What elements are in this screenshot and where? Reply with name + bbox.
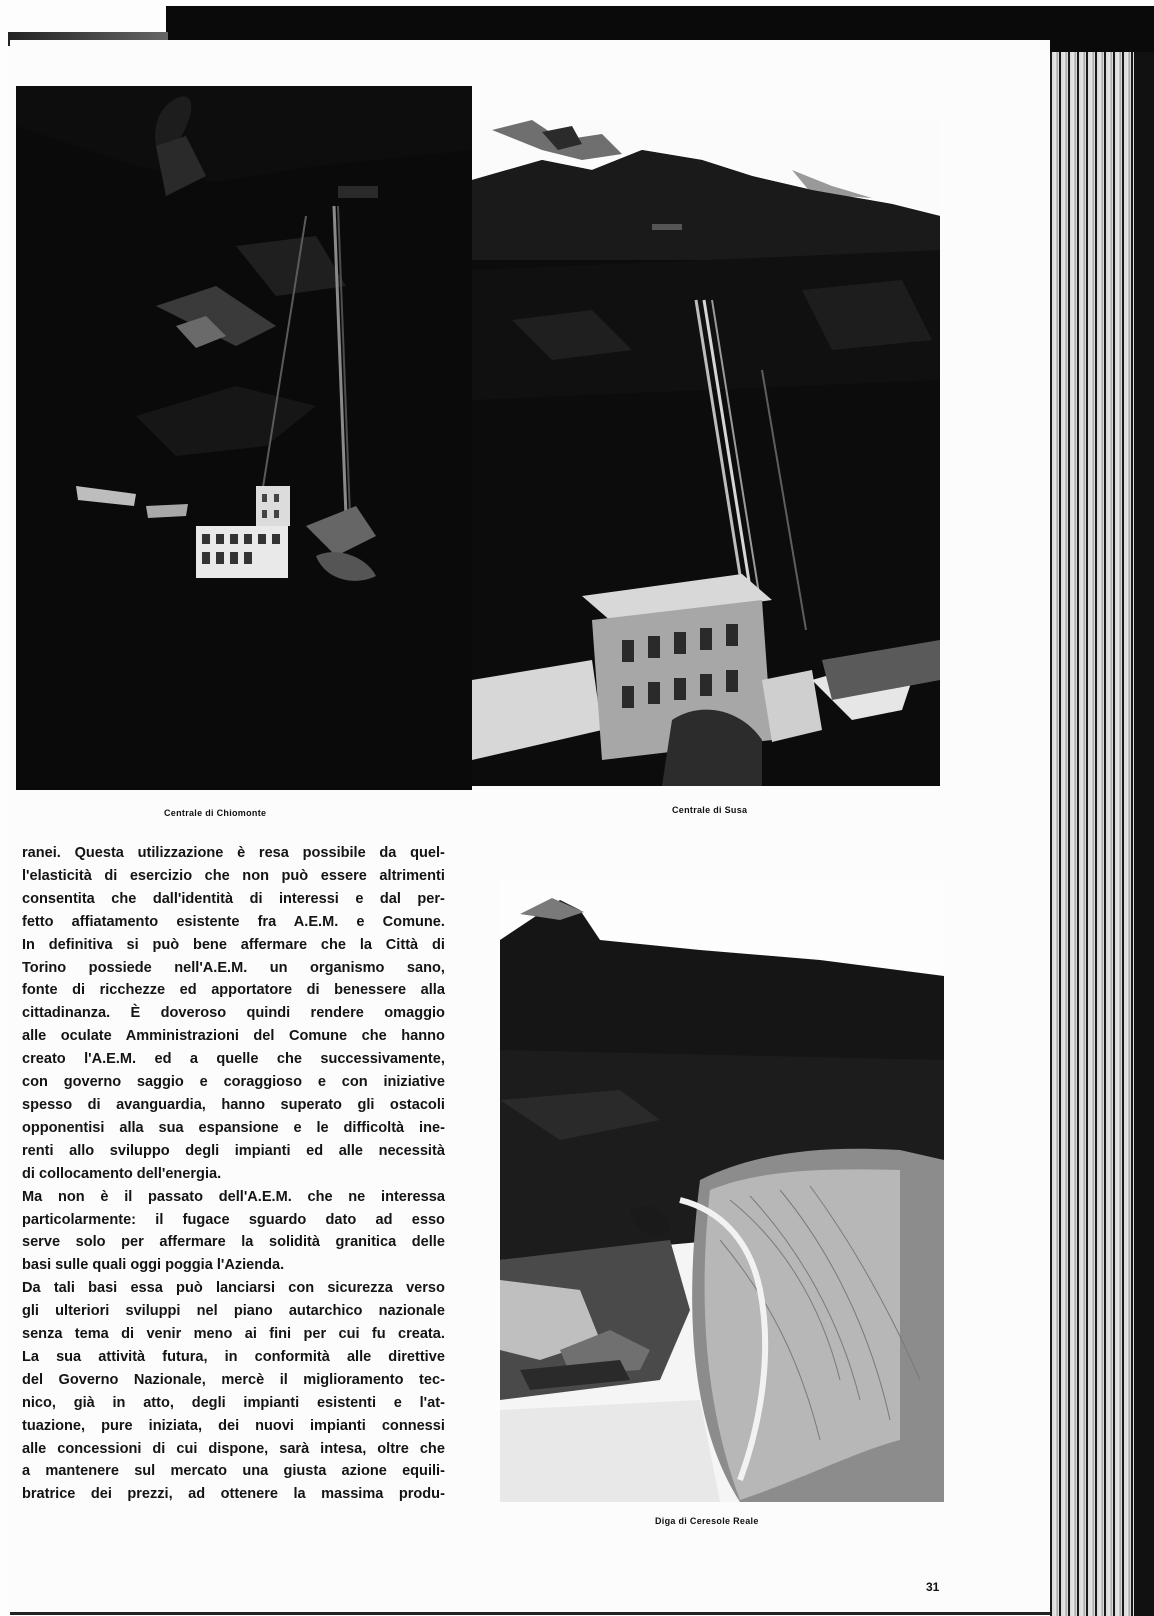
body-line: Ma non è il passato dell'A.E.M. che ne interessa <box>22 1187 445 1205</box>
photo-diga-ceresole-reale <box>500 880 944 1502</box>
body-line: ranei. Questa utilizzazione è resa possibile da quel- <box>22 844 445 861</box>
body-line: particolarmente: il fugace sguardo dato ad esso <box>22 1210 445 1228</box>
body-line: Torino possiede nell'A.E.M. un organismo sano, <box>22 958 445 976</box>
body-line: opponentisi alla sua espansione e le difficoltà ine- <box>22 1118 445 1136</box>
body-line: bratrice dei prezzi, ad ottenere la massima produ- <box>22 1485 445 1503</box>
body-line: fetto affiatamento esistente fra A.E.M. e Comune. <box>22 912 445 930</box>
photo-centrale-susa <box>472 120 940 786</box>
body-text-column <box>22 842 445 1506</box>
body-line: di collocamento dell'energia. <box>22 1164 222 1182</box>
body-line: con governo saggio e coraggioso e con iniziative <box>22 1073 445 1091</box>
body-line: creato l'A.E.M. ed a quelle che successivamente, <box>22 1050 445 1068</box>
page-number: 31 <box>926 1580 940 1594</box>
body-line: senza tema di venir meno ai fini per cui fu creata. <box>22 1325 445 1343</box>
body-line: l'elasticità di esercizio che non può essere altrimenti <box>22 866 445 884</box>
body-line: fonte di ricchezze ed apportatore di benessere alla <box>22 981 445 999</box>
caption-susa: Centrale di Susa <box>672 805 748 815</box>
body-line: a mantenere sul mercato una giusta azione equili- <box>22 1462 445 1480</box>
body-line: del Governo Nazionale, mercè il miglioramento tec- <box>22 1370 445 1388</box>
photo-centrale-chiomonte <box>16 86 472 790</box>
body-line: cittadinanza. È doveroso quindi rendere omaggio <box>22 1004 445 1022</box>
body-line: renti allo sviluppo degli impianti ed alle necessità <box>22 1141 445 1159</box>
body-line: alle oculate Amministrazioni del Comune che hanno <box>22 1027 445 1045</box>
body-line: tuazione, pure iniziata, dei nuovi impianti connessi <box>22 1416 445 1434</box>
body-line: basi sulle quali oggi poggia l'Azienda. <box>22 1256 285 1274</box>
caption-ceresole: Diga di Ceresole Reale <box>655 1516 759 1526</box>
book-page-edges <box>1050 52 1154 1616</box>
caption-chiomonte: Centrale di Chiomonte <box>164 808 267 818</box>
body-line: alle concessioni di cui dispone, sarà intesa, oltre che <box>22 1439 445 1457</box>
body-line: La sua attività futura, in conformità alle direttive <box>22 1347 445 1365</box>
body-line: Da tali basi essa può lanciarsi con sicurezza verso <box>22 1279 445 1297</box>
body-line: serve solo per affermare la solidità granitica delle <box>22 1233 445 1251</box>
body-line: consentita che dall'identità di interessi e dal per- <box>22 889 445 907</box>
body-line: spesso di avanguardia, hanno superato gli ostacoli <box>22 1095 445 1113</box>
body-line: nico, già in atto, degli impianti esistenti e l'at- <box>22 1393 445 1411</box>
body-line: gli ulteriori sviluppi nel piano autarchico nazionale <box>22 1302 445 1320</box>
body-line: In definitiva si può bene affermare che la Città di <box>22 935 445 953</box>
